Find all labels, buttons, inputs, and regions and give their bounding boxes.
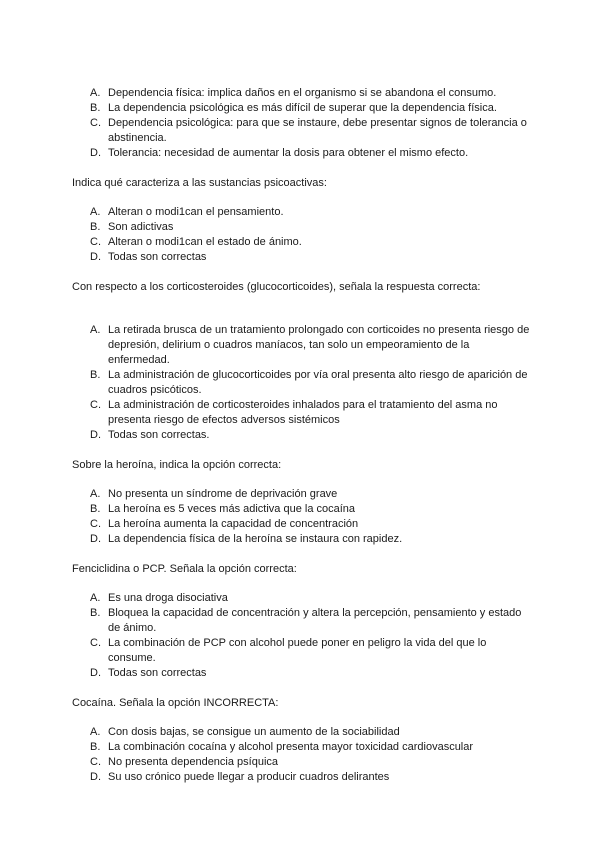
option-letter: B.: [90, 607, 101, 619]
option-text: Bloquea la capacidad de concentración y altera la percepción, pensamiento y estado de ánimo.: [108, 607, 522, 634]
option-d: [90, 146, 540, 161]
question-2: [72, 176, 540, 265]
question-5: [72, 562, 540, 681]
option-letter: A.: [90, 87, 101, 99]
option-letter: C.: [90, 399, 101, 411]
option-list: [72, 205, 540, 265]
option-letter: A.: [90, 324, 101, 336]
option-c: [90, 398, 540, 428]
option-d: [90, 532, 540, 547]
question-6: [72, 696, 540, 785]
option-letter: D.: [90, 147, 101, 159]
option-letter: C.: [90, 117, 101, 129]
option-a: [90, 591, 540, 606]
question-stem: Cocaína. Señala la opción INCORRECTA:: [72, 697, 279, 709]
option-text: No presenta un síndrome de deprivación grave: [108, 488, 338, 500]
option-text: La heroína es 5 veces más adictiva que la cocaína: [108, 503, 356, 515]
option-text: La combinación de PCP con alcohol puede poner en peligro la vida del que lo consume.: [108, 637, 487, 664]
option-letter: D.: [90, 771, 101, 783]
option-c: [90, 755, 540, 770]
question-4: [72, 458, 540, 547]
option-letter: D.: [90, 251, 101, 263]
option-text: Alteran o modi1can el pensamiento.: [108, 206, 284, 218]
option-d: [90, 428, 540, 443]
option-letter: D.: [90, 667, 101, 679]
option-a: [90, 487, 540, 502]
option-d: [90, 666, 540, 681]
option-b: [90, 368, 540, 398]
option-b: [90, 740, 540, 755]
option-text: Son adictivas: [108, 221, 174, 233]
question-stem: Fenciclidina o PCP. Señala la opción correcta:: [72, 563, 297, 575]
option-text: Dependencia psicológica: para que se instaure, debe presentar signos de tolerancia o abstinencia.: [108, 117, 527, 144]
option-letter: A.: [90, 206, 101, 218]
option-letter: A.: [90, 488, 101, 500]
option-text: La retirada brusca de un tratamiento prolongado con corticoides no presenta riesgo de depresión, delirium o cuadros maníacos, tan solo un empeoramiento de la enfermedad.: [108, 324, 530, 366]
option-letter: A.: [90, 592, 101, 604]
option-c: [90, 517, 540, 532]
option-a: [90, 323, 540, 368]
option-text: La combinación cocaína y alcohol presenta mayor toxicidad cardiovascular: [108, 741, 474, 753]
option-c: [90, 116, 540, 146]
option-c: [90, 636, 540, 666]
option-text: Con dosis bajas, se consigue un aumento de la sociabilidad: [108, 726, 400, 738]
option-text: La heroína aumenta la capacidad de concentración: [108, 518, 359, 530]
option-d: [90, 250, 540, 265]
option-letter: B.: [90, 369, 101, 381]
option-a: [90, 86, 540, 101]
option-letter: B.: [90, 221, 101, 233]
option-letter: B.: [90, 741, 101, 753]
option-text: Tolerancia: necesidad de aumentar la dosis para obtener el mismo efecto.: [108, 147, 469, 159]
option-b: [90, 101, 540, 116]
option-text: Es una droga disociativa: [108, 592, 228, 604]
option-c: [90, 235, 540, 250]
option-list: [72, 591, 540, 681]
question-stem: Con respecto a los corticosteroides (glucocorticoides), señala la respuesta correcta:: [72, 281, 481, 293]
option-text: No presenta dependencia psíquica: [108, 756, 279, 768]
option-b: [90, 502, 540, 517]
option-b: [90, 606, 540, 636]
option-text: Todas son correctas.: [108, 429, 210, 441]
question-3: [72, 280, 540, 443]
option-letter: C.: [90, 518, 101, 530]
option-text: Todas son correctas: [108, 667, 207, 679]
option-text: Alteran o modi1can el estado de ánimo.: [108, 236, 302, 248]
option-text: Dependencia física: implica daños en el organismo si se abandona el consumo.: [108, 87, 497, 99]
option-list: [72, 487, 540, 547]
option-a: [90, 205, 540, 220]
question-stem: Indica qué caracteriza a las sustancias psicoactivas:: [72, 177, 327, 189]
option-d: [90, 770, 540, 785]
option-text: La dependencia física de la heroína se instaura con rapidez.: [108, 533, 403, 545]
option-letter: B.: [90, 503, 101, 515]
option-list: [72, 323, 540, 443]
option-text: La administración de glucocorticoides por vía oral presenta alto riesgo de aparición de cuadros psicóticos.: [108, 369, 528, 396]
option-letter: B.: [90, 102, 101, 114]
option-text: La administración de corticosteroides inhalados para el tratamiento del asma no presenta riesgo de efectos adversos sistémicos: [108, 399, 498, 426]
option-letter: A.: [90, 726, 101, 738]
option-letter: C.: [90, 756, 101, 768]
option-text: Todas son correctas: [108, 251, 207, 263]
option-letter: C.: [90, 637, 101, 649]
option-letter: D.: [90, 429, 101, 441]
option-a: [90, 725, 540, 740]
option-b: [90, 220, 540, 235]
question-1: [72, 86, 540, 161]
option-list: [72, 86, 540, 161]
option-text: La dependencia psicológica es más difícil de superar que la dependencia física.: [108, 102, 497, 114]
option-list: [72, 725, 540, 785]
option-text: Su uso crónico puede llegar a producir cuadros delirantes: [108, 771, 390, 783]
question-stem: Sobre la heroína, indica la opción correcta:: [72, 459, 282, 471]
option-letter: C.: [90, 236, 101, 248]
option-letter: D.: [90, 533, 101, 545]
